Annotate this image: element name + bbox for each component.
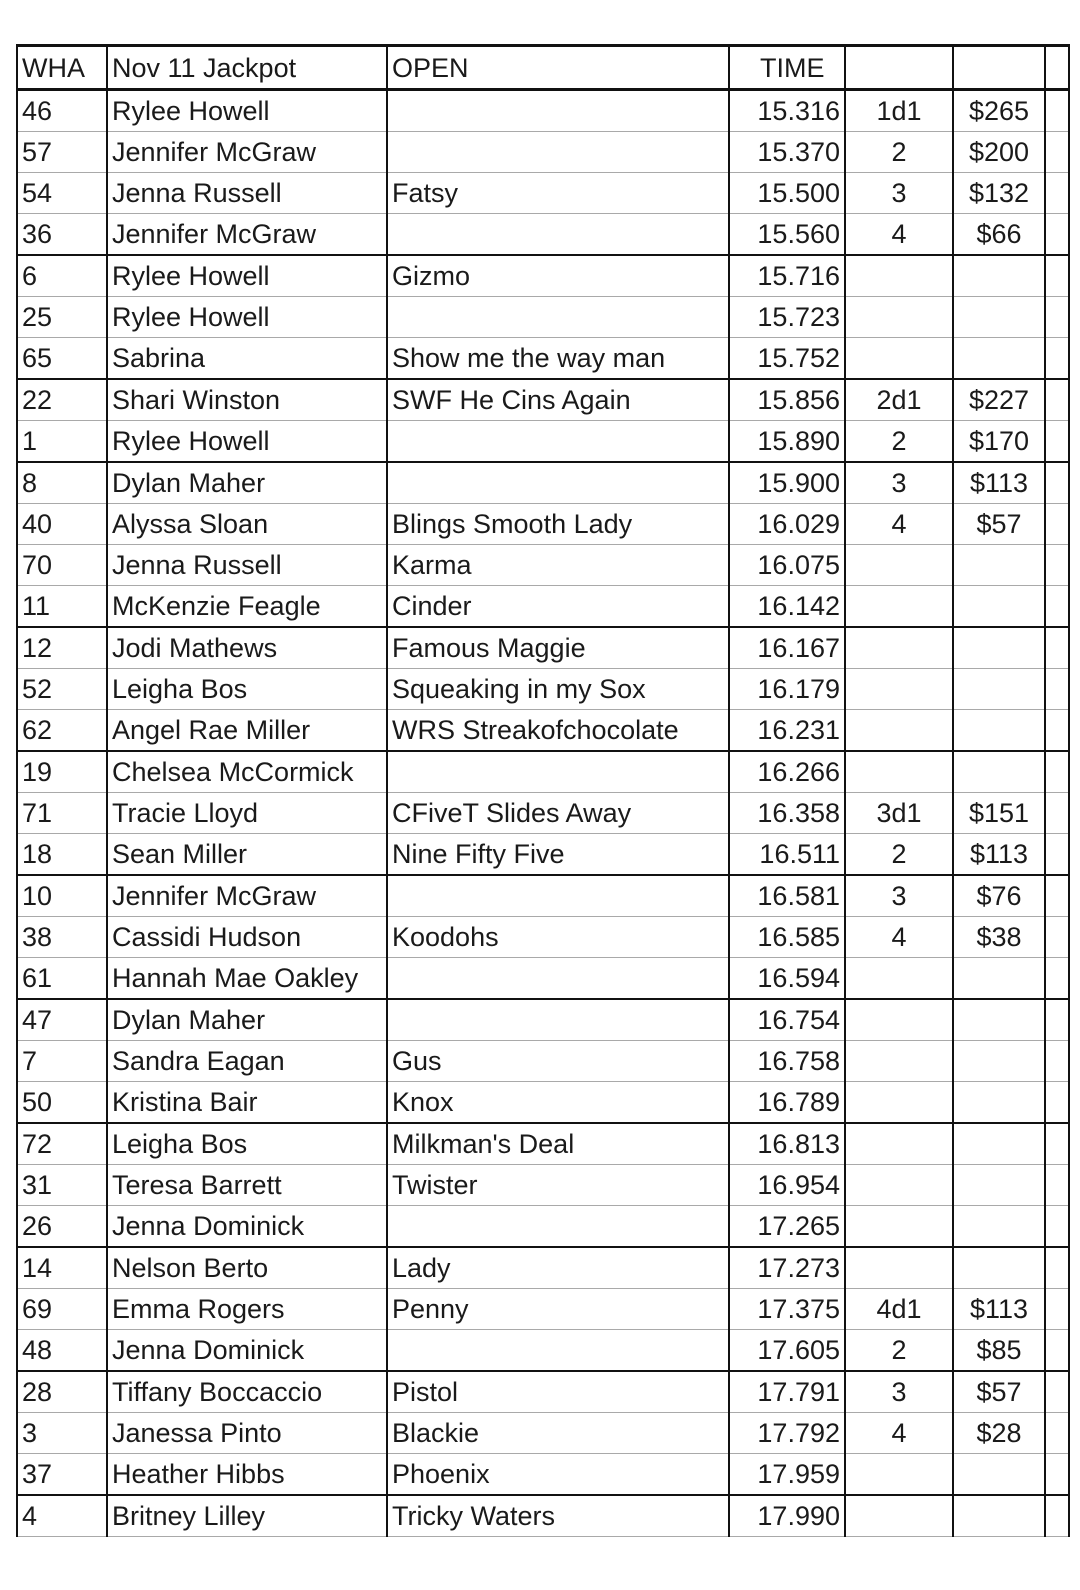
cell-place[interactable]: 4d1 — [845, 1289, 953, 1330]
cell-time[interactable]: 16.511 — [729, 834, 845, 876]
cell-payout[interactable]: $66 — [953, 214, 1045, 256]
cell-wha-number[interactable]: 10 — [17, 875, 107, 917]
cell-payout[interactable]: $57 — [953, 504, 1045, 545]
cell-rider-name[interactable]: Cassidi Hudson — [107, 917, 387, 958]
cell-horse-name[interactable]: Pistol — [387, 1371, 729, 1413]
cell-time[interactable]: 16.167 — [729, 627, 845, 669]
table-row — [17, 999, 1069, 1041]
cell-rider-name[interactable]: Rylee Howell — [107, 90, 387, 132]
cell-wha-number[interactable]: 26 — [17, 1206, 107, 1248]
cell-rider-name[interactable]: Shari Winston — [107, 379, 387, 421]
table-row — [17, 1165, 1069, 1206]
cell-place[interactable] — [845, 1123, 953, 1165]
cell-payout[interactable]: $38 — [953, 917, 1045, 958]
cell-time[interactable]: 16.358 — [729, 793, 845, 834]
cell-wha-number[interactable]: 48 — [17, 1330, 107, 1372]
cell-place[interactable] — [845, 1454, 953, 1496]
header-row — [17, 46, 1069, 90]
cell-rider-name[interactable]: Dylan Maher — [107, 999, 387, 1041]
cell-rider-name[interactable]: Tracie Lloyd — [107, 793, 387, 834]
cell-wha-number[interactable]: 11 — [17, 586, 107, 628]
cell-blank[interactable] — [1045, 1289, 1069, 1330]
cell-rider-name[interactable]: Janessa Pinto — [107, 1413, 387, 1454]
cell-wha-number[interactable]: 54 — [17, 173, 107, 214]
cell-rider-name[interactable]: Alyssa Sloan — [107, 504, 387, 545]
cell-place[interactable]: 4 — [845, 1413, 953, 1454]
cell-place[interactable]: 4 — [845, 214, 953, 256]
cell-wha-number[interactable]: 65 — [17, 338, 107, 380]
cell-time[interactable]: 17.990 — [729, 1495, 845, 1537]
cell-payout[interactable] — [953, 669, 1045, 710]
cell-place[interactable] — [845, 1206, 953, 1248]
cell-horse-name[interactable] — [387, 999, 729, 1041]
table-row — [17, 1371, 1069, 1413]
cell-place[interactable]: 3 — [845, 875, 953, 917]
cell-place[interactable]: 4 — [845, 504, 953, 545]
cell-rider-name[interactable]: Jennifer McGraw — [107, 132, 387, 173]
cell-blank[interactable] — [1045, 710, 1069, 752]
cell-blank[interactable] — [1045, 255, 1069, 297]
cell-blank[interactable] — [1045, 875, 1069, 917]
table-row — [17, 793, 1069, 834]
cell-blank[interactable] — [1045, 462, 1069, 504]
cell-wha-number[interactable]: 7 — [17, 1041, 107, 1082]
cell-time[interactable]: 15.752 — [729, 338, 845, 380]
cell-place[interactable] — [845, 710, 953, 752]
cell-payout[interactable] — [953, 1247, 1045, 1289]
cell-time[interactable]: 16.075 — [729, 545, 845, 586]
cell-time[interactable]: 16.758 — [729, 1041, 845, 1082]
table-row — [17, 1454, 1069, 1496]
cell-time[interactable]: 17.273 — [729, 1247, 845, 1289]
cell-blank[interactable] — [1045, 834, 1069, 876]
cell-horse-name[interactable] — [387, 958, 729, 1000]
cell-rider-name[interactable]: Tiffany Boccaccio — [107, 1371, 387, 1413]
cell-rider-name[interactable]: Hannah Mae Oakley — [107, 958, 387, 1000]
table-row — [17, 1289, 1069, 1330]
cell-blank[interactable] — [1045, 173, 1069, 214]
cell-wha-number[interactable]: 71 — [17, 793, 107, 834]
cell-wha-number[interactable]: 19 — [17, 751, 107, 793]
cell-wha-number[interactable]: 1 — [17, 421, 107, 463]
cell-place[interactable] — [845, 297, 953, 338]
cell-horse-name[interactable] — [387, 462, 729, 504]
table-row — [17, 586, 1069, 628]
cell-payout[interactable] — [953, 297, 1045, 338]
cell-place[interactable]: 1d1 — [845, 90, 953, 132]
cell-time[interactable]: 16.954 — [729, 1165, 845, 1206]
table-row — [17, 214, 1069, 256]
cell-place[interactable] — [845, 1495, 953, 1537]
header-cell-open[interactable]: OPEN — [387, 46, 729, 90]
cell-rider-name[interactable]: Britney Lilley — [107, 1495, 387, 1537]
cell-rider-name[interactable]: Rylee Howell — [107, 255, 387, 297]
table-row — [17, 627, 1069, 669]
cell-place[interactable]: 2 — [845, 132, 953, 173]
cell-time[interactable]: 15.370 — [729, 132, 845, 173]
cell-payout[interactable]: $113 — [953, 462, 1045, 504]
cell-place[interactable] — [845, 255, 953, 297]
cell-place[interactable]: 3d1 — [845, 793, 953, 834]
cell-time[interactable]: 17.959 — [729, 1454, 845, 1496]
table-row — [17, 1413, 1069, 1454]
cell-rider-name[interactable]: Teresa Barrett — [107, 1165, 387, 1206]
cell-blank[interactable] — [1045, 1206, 1069, 1248]
cell-blank[interactable] — [1045, 214, 1069, 256]
cell-wha-number[interactable]: 62 — [17, 710, 107, 752]
cell-wha-number[interactable]: 70 — [17, 545, 107, 586]
cell-rider-name[interactable]: Sabrina — [107, 338, 387, 380]
header-cell-place[interactable] — [845, 46, 953, 90]
cell-place[interactable] — [845, 1165, 953, 1206]
cell-rider-name[interactable]: Jenna Russell — [107, 545, 387, 586]
cell-wha-number[interactable]: 12 — [17, 627, 107, 669]
cell-horse-name[interactable] — [387, 751, 729, 793]
cell-time[interactable]: 16.813 — [729, 1123, 845, 1165]
cell-wha-number[interactable]: 36 — [17, 214, 107, 256]
cell-place[interactable] — [845, 1247, 953, 1289]
cell-rider-name[interactable]: Sandra Eagan — [107, 1041, 387, 1082]
cell-payout[interactable] — [953, 1495, 1045, 1537]
cell-blank[interactable] — [1045, 504, 1069, 545]
cell-place[interactable]: 2 — [845, 1330, 953, 1372]
cell-horse-name[interactable]: Nine Fifty Five — [387, 834, 729, 876]
cell-time[interactable]: 15.723 — [729, 297, 845, 338]
cell-horse-name[interactable] — [387, 90, 729, 132]
cell-horse-name[interactable]: SWF He Cins Again — [387, 379, 729, 421]
cell-horse-name[interactable] — [387, 1330, 729, 1372]
cell-horse-name[interactable]: Koodohs — [387, 917, 729, 958]
cell-time[interactable]: 17.265 — [729, 1206, 845, 1248]
cell-time[interactable]: 17.605 — [729, 1330, 845, 1372]
table-row — [17, 504, 1069, 545]
cell-place[interactable] — [845, 999, 953, 1041]
cell-blank[interactable] — [1045, 1123, 1069, 1165]
cell-place[interactable] — [845, 545, 953, 586]
cell-horse-name[interactable]: Famous Maggie — [387, 627, 729, 669]
cell-time[interactable]: 16.594 — [729, 958, 845, 1000]
cell-payout[interactable] — [953, 255, 1045, 297]
cell-wha-number[interactable]: 38 — [17, 917, 107, 958]
cell-blank[interactable] — [1045, 545, 1069, 586]
cell-horse-name[interactable]: Knox — [387, 1082, 729, 1124]
table-row — [17, 1041, 1069, 1082]
cell-blank[interactable] — [1045, 1454, 1069, 1496]
cell-time[interactable]: 15.890 — [729, 421, 845, 463]
cell-wha-number[interactable]: 57 — [17, 132, 107, 173]
cell-blank[interactable] — [1045, 586, 1069, 628]
cell-rider-name[interactable]: Jenna Russell — [107, 173, 387, 214]
cell-blank[interactable] — [1045, 297, 1069, 338]
cell-time[interactable]: 16.029 — [729, 504, 845, 545]
cell-place[interactable]: 3 — [845, 1371, 953, 1413]
cell-payout[interactable]: $151 — [953, 793, 1045, 834]
cell-time[interactable]: 16.179 — [729, 669, 845, 710]
cell-time[interactable]: 16.585 — [729, 917, 845, 958]
cell-rider-name[interactable]: Rylee Howell — [107, 421, 387, 463]
cell-rider-name[interactable]: Jennifer McGraw — [107, 875, 387, 917]
cell-horse-name[interactable]: Fatsy — [387, 173, 729, 214]
cell-place[interactable] — [845, 1082, 953, 1124]
cell-time[interactable]: 17.791 — [729, 1371, 845, 1413]
cell-payout[interactable] — [953, 751, 1045, 793]
cell-payout[interactable] — [953, 958, 1045, 1000]
cell-place[interactable] — [845, 1041, 953, 1082]
cell-horse-name[interactable]: Twister — [387, 1165, 729, 1206]
cell-rider-name[interactable]: Emma Rogers — [107, 1289, 387, 1330]
header-cell-time[interactable]: TIME — [729, 46, 845, 90]
header-cell-wha[interactable]: WHA — [17, 46, 107, 90]
cell-time[interactable]: 16.266 — [729, 751, 845, 793]
cell-rider-name[interactable]: Sean Miller — [107, 834, 387, 876]
cell-payout[interactable] — [953, 1206, 1045, 1248]
cell-horse-name[interactable]: CFiveT Slides Away — [387, 793, 729, 834]
cell-wha-number[interactable]: 3 — [17, 1413, 107, 1454]
header-cell-blank[interactable] — [1045, 46, 1069, 90]
cell-payout[interactable] — [953, 1454, 1045, 1496]
cell-blank[interactable] — [1045, 421, 1069, 463]
cell-payout[interactable]: $132 — [953, 173, 1045, 214]
cell-horse-name[interactable]: Cinder — [387, 586, 729, 628]
results-table-body — [17, 46, 1069, 1537]
table-row — [17, 462, 1069, 504]
table-row — [17, 297, 1069, 338]
cell-wha-number[interactable]: 52 — [17, 669, 107, 710]
cell-payout[interactable]: $113 — [953, 1289, 1045, 1330]
cell-blank[interactable] — [1045, 132, 1069, 173]
cell-wha-number[interactable]: 37 — [17, 1454, 107, 1496]
header-cell-jackpot[interactable]: Nov 11 Jackpot — [107, 46, 387, 90]
table-row — [17, 379, 1069, 421]
cell-wha-number[interactable]: 8 — [17, 462, 107, 504]
table-row — [17, 255, 1069, 297]
cell-payout[interactable] — [953, 1165, 1045, 1206]
cell-payout[interactable] — [953, 999, 1045, 1041]
cell-place[interactable]: 2d1 — [845, 379, 953, 421]
cell-place[interactable] — [845, 338, 953, 380]
cell-place[interactable] — [845, 586, 953, 628]
cell-rider-name[interactable]: Dylan Maher — [107, 462, 387, 504]
cell-rider-name[interactable]: Jenna Dominick — [107, 1206, 387, 1248]
table-row — [17, 1082, 1069, 1124]
cell-horse-name[interactable] — [387, 297, 729, 338]
cell-place[interactable]: 4 — [845, 917, 953, 958]
cell-blank[interactable] — [1045, 338, 1069, 380]
table-row — [17, 421, 1069, 463]
table-row — [17, 545, 1069, 586]
table-row — [17, 338, 1069, 380]
cell-payout[interactable] — [953, 338, 1045, 380]
cell-wha-number[interactable]: 14 — [17, 1247, 107, 1289]
cell-horse-name[interactable]: Karma — [387, 545, 729, 586]
cell-rider-name[interactable]: Kristina Bair — [107, 1082, 387, 1124]
table-row — [17, 834, 1069, 876]
cell-wha-number[interactable]: 18 — [17, 834, 107, 876]
cell-place[interactable] — [845, 751, 953, 793]
table-row — [17, 173, 1069, 214]
results-table — [16, 44, 1070, 1537]
cell-payout[interactable]: $28 — [953, 1413, 1045, 1454]
table-row — [17, 751, 1069, 793]
cell-wha-number[interactable]: 47 — [17, 999, 107, 1041]
cell-blank[interactable] — [1045, 793, 1069, 834]
cell-blank[interactable] — [1045, 1413, 1069, 1454]
cell-wha-number[interactable]: 31 — [17, 1165, 107, 1206]
cell-wha-number[interactable]: 22 — [17, 379, 107, 421]
cell-time[interactable]: 16.231 — [729, 710, 845, 752]
cell-wha-number[interactable]: 72 — [17, 1123, 107, 1165]
cell-place[interactable]: 3 — [845, 462, 953, 504]
cell-horse-name[interactable] — [387, 132, 729, 173]
cell-time[interactable]: 17.792 — [729, 1413, 845, 1454]
table-row — [17, 132, 1069, 173]
cell-rider-name[interactable]: Chelsea McCormick — [107, 751, 387, 793]
cell-wha-number[interactable]: 50 — [17, 1082, 107, 1124]
cell-blank[interactable] — [1045, 958, 1069, 1000]
cell-place[interactable] — [845, 669, 953, 710]
cell-wha-number[interactable]: 40 — [17, 504, 107, 545]
table-row — [17, 669, 1069, 710]
cell-blank[interactable] — [1045, 917, 1069, 958]
table-row — [17, 958, 1069, 1000]
cell-horse-name[interactable]: Blackie — [387, 1413, 729, 1454]
cell-payout[interactable] — [953, 710, 1045, 752]
cell-payout[interactable] — [953, 586, 1045, 628]
cell-payout[interactable]: $265 — [953, 90, 1045, 132]
cell-place[interactable] — [845, 958, 953, 1000]
cell-time[interactable]: 15.560 — [729, 214, 845, 256]
cell-time[interactable]: 15.856 — [729, 379, 845, 421]
cell-payout[interactable]: $170 — [953, 421, 1045, 463]
cell-payout[interactable]: $57 — [953, 1371, 1045, 1413]
cell-payout[interactable] — [953, 1123, 1045, 1165]
cell-payout[interactable]: $200 — [953, 132, 1045, 173]
cell-payout[interactable]: $85 — [953, 1330, 1045, 1372]
cell-horse-name[interactable]: Lady — [387, 1247, 729, 1289]
cell-horse-name[interactable]: WRS Streakofchocolate — [387, 710, 729, 752]
cell-horse-name[interactable]: Tricky Waters — [387, 1495, 729, 1537]
cell-blank[interactable] — [1045, 999, 1069, 1041]
cell-wha-number[interactable]: 25 — [17, 297, 107, 338]
cell-place[interactable]: 2 — [845, 834, 953, 876]
cell-blank[interactable] — [1045, 379, 1069, 421]
cell-time[interactable]: 16.142 — [729, 586, 845, 628]
table-row — [17, 875, 1069, 917]
cell-horse-name[interactable]: Gus — [387, 1041, 729, 1082]
cell-horse-name[interactable]: Milkman's Deal — [387, 1123, 729, 1165]
cell-rider-name[interactable]: Nelson Berto — [107, 1247, 387, 1289]
cell-blank[interactable] — [1045, 669, 1069, 710]
cell-payout[interactable] — [953, 627, 1045, 669]
cell-rider-name[interactable]: McKenzie Feagle — [107, 586, 387, 628]
cell-horse-name[interactable]: Penny — [387, 1289, 729, 1330]
cell-wha-number[interactable]: 61 — [17, 958, 107, 1000]
cell-rider-name[interactable]: Leigha Bos — [107, 1123, 387, 1165]
cell-horse-name[interactable]: Show me the way man — [387, 338, 729, 380]
cell-horse-name[interactable]: Squeaking in my Sox — [387, 669, 729, 710]
cell-payout[interactable]: $76 — [953, 875, 1045, 917]
cell-time[interactable]: 16.754 — [729, 999, 845, 1041]
header-cell-payout[interactable] — [953, 46, 1045, 90]
cell-horse-name[interactable] — [387, 875, 729, 917]
cell-time[interactable]: 16.789 — [729, 1082, 845, 1124]
table-row — [17, 1495, 1069, 1537]
table-row — [17, 1330, 1069, 1372]
cell-blank[interactable] — [1045, 1247, 1069, 1289]
cell-payout[interactable]: $113 — [953, 834, 1045, 876]
cell-horse-name[interactable] — [387, 421, 729, 463]
cell-blank[interactable] — [1045, 1165, 1069, 1206]
cell-place[interactable] — [845, 627, 953, 669]
cell-rider-name[interactable]: Leigha Bos — [107, 669, 387, 710]
cell-wha-number[interactable]: 28 — [17, 1371, 107, 1413]
cell-blank[interactable] — [1045, 627, 1069, 669]
cell-wha-number[interactable]: 4 — [17, 1495, 107, 1537]
cell-wha-number[interactable]: 6 — [17, 255, 107, 297]
cell-blank[interactable] — [1045, 1041, 1069, 1082]
cell-rider-name[interactable]: Rylee Howell — [107, 297, 387, 338]
cell-payout[interactable] — [953, 1041, 1045, 1082]
cell-wha-number[interactable]: 69 — [17, 1289, 107, 1330]
cell-horse-name[interactable]: Blings Smooth Lady — [387, 504, 729, 545]
cell-payout[interactable]: $227 — [953, 379, 1045, 421]
cell-blank[interactable] — [1045, 1082, 1069, 1124]
table-row — [17, 917, 1069, 958]
cell-rider-name[interactable]: Jodi Mathews — [107, 627, 387, 669]
table-row — [17, 1247, 1069, 1289]
cell-place[interactable]: 2 — [845, 421, 953, 463]
cell-blank[interactable] — [1045, 1371, 1069, 1413]
cell-time[interactable]: 15.500 — [729, 173, 845, 214]
cell-wha-number[interactable]: 46 — [17, 90, 107, 132]
table-row — [17, 1206, 1069, 1248]
cell-payout[interactable] — [953, 1082, 1045, 1124]
cell-rider-name[interactable]: Jenna Dominick — [107, 1330, 387, 1372]
cell-rider-name[interactable]: Heather Hibbs — [107, 1454, 387, 1496]
cell-time[interactable]: 15.716 — [729, 255, 845, 297]
table-row — [17, 1123, 1069, 1165]
cell-place[interactable]: 3 — [845, 173, 953, 214]
cell-horse-name[interactable]: Gizmo — [387, 255, 729, 297]
cell-rider-name[interactable]: Jennifer McGraw — [107, 214, 387, 256]
cell-blank[interactable] — [1045, 1330, 1069, 1372]
cell-time[interactable]: 15.900 — [729, 462, 845, 504]
cell-payout[interactable] — [953, 545, 1045, 586]
cell-horse-name[interactable]: Phoenix — [387, 1454, 729, 1496]
cell-time[interactable]: 15.316 — [729, 90, 845, 132]
cell-time[interactable]: 17.375 — [729, 1289, 845, 1330]
cell-rider-name[interactable]: Angel Rae Miller — [107, 710, 387, 752]
cell-horse-name[interactable] — [387, 214, 729, 256]
cell-time[interactable]: 16.581 — [729, 875, 845, 917]
cell-horse-name[interactable] — [387, 1206, 729, 1248]
table-row — [17, 710, 1069, 752]
cell-blank[interactable] — [1045, 751, 1069, 793]
cell-blank[interactable] — [1045, 90, 1069, 132]
cell-blank[interactable] — [1045, 1495, 1069, 1537]
table-row — [17, 90, 1069, 132]
